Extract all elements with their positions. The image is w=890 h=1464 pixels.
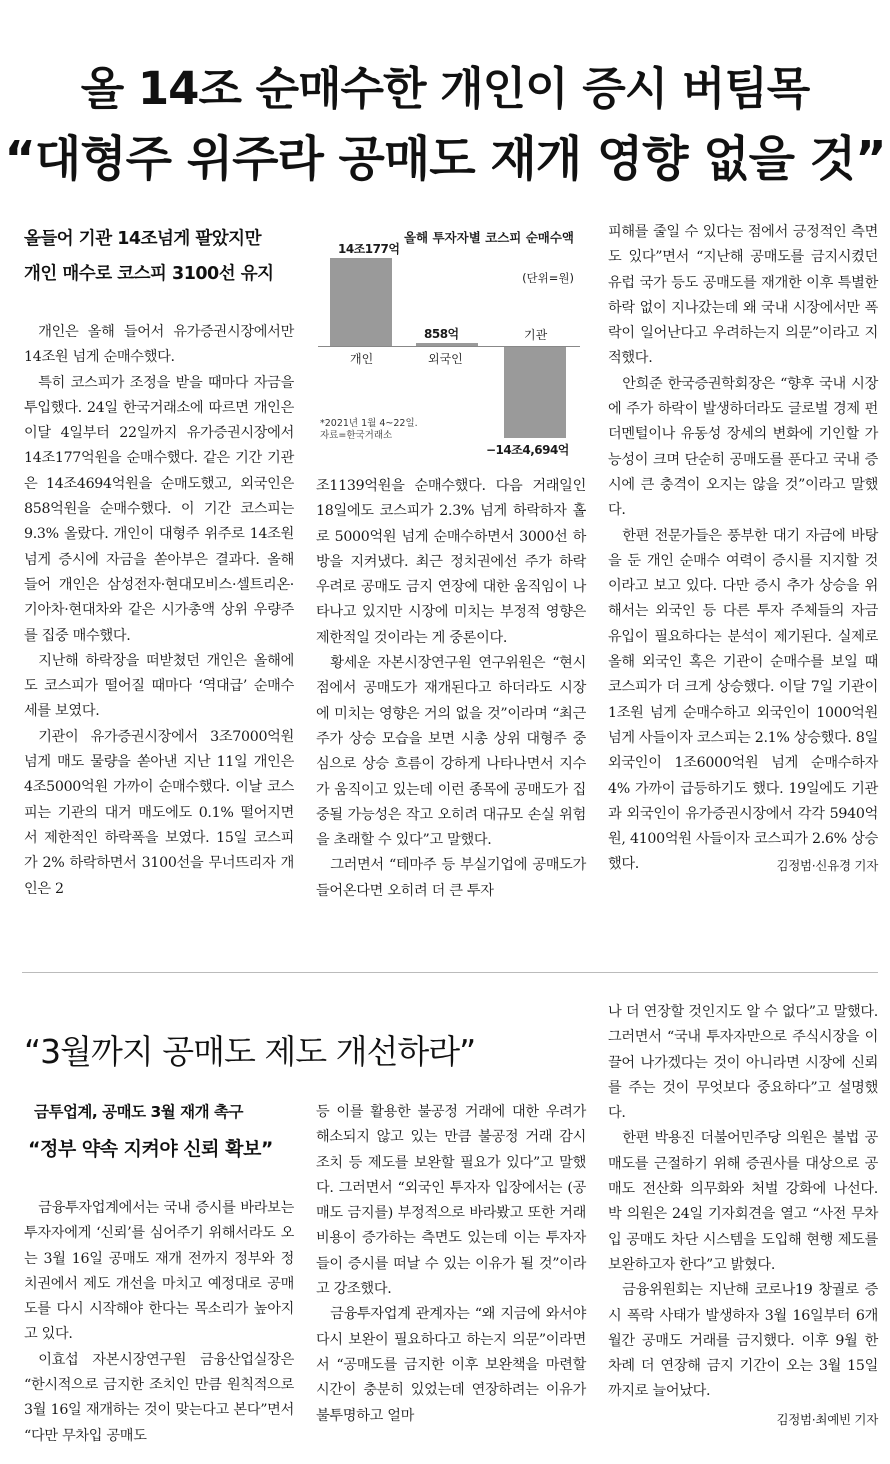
paragraph: 기관이 유가증권시장에서 3조7000억원 넘게 매도 물량을 쏟아낸 지난 11일 개인은 4조5000억원 가까이 순매수했다. 이날 코스피는 기관의 대거 매도에도 0.1% 떨어지면서 제한적인 하락폭을 보였다. 15일 코스피가 2% 하락하면서 3100선을 무너뜨리자 개인은 2	[24, 728, 294, 897]
article1-column-3	[608, 220, 878, 878]
article1-column-1	[24, 320, 294, 902]
chart-unit: (단위=원)	[522, 271, 574, 285]
paragraph: 개인은 올해 들어서 유가증권시장에서만 14조원 넘게 순매수했다.	[24, 324, 294, 366]
chart-value-label: 14조177억	[338, 242, 400, 256]
paragraph: 등 이를 활용한 불공정 거래에 대한 우려가 해소되지 않고 있는 만큼 불공정 거래 감시 조치 등 제도를 보완할 필요가 있다”고 말했다. 그러면서 “외국인 투자자 입장에서는 (공매도 금지를) 부정적으로 바라봤고 또한 거래비용이 증가하는 측면도 있는데 이는 투자자들이 증시를 떠날 수 있는 이유가 될 것”이라고 강조했다.	[316, 1104, 586, 1298]
chart-note-line: *2021년 1월 4~22일.	[320, 418, 418, 429]
chart-value-label: −14조4,694억	[486, 442, 569, 457]
article1-column-2	[316, 474, 586, 904]
paragraph: 조1139억원을 순매수했다. 다음 거래일인 18일에도 코스피가 2.3% 넘게 하락하자 홀로 5000억원 넘게 순매수하면서 3000선 하방을 지켜냈다. 최근 정치권에선 주가 하락 우려로 공매도 금지 연장에 대한 움직임이 나타나고 있지만 시장에 미치는 부정적 영향은 제한적일 것이라는 게 중론이다.	[316, 478, 586, 646]
chart-category-label: 개인	[350, 352, 374, 366]
paragraph: 황세운 자본시장연구원 연구위원은 “현시점에서 공매도가 재개된다고 하더라도 시장에 미치는 영향은 거의 없을 것”이라며 “최근 주가 상승 모습을 보면 시총 상위 대형주 중심으로 상승 흐름이 강하게 나타나면서 지수가 움직이고 있는데 이런 종목에 공매도가 집중될 가능성은 작고 오히려 대규모 손실 위험을 초래할 수 있다”고 말했다.	[316, 655, 586, 849]
headline-main: 올 14조 순매수한 개인이 증시 버팀목	[80, 62, 810, 115]
chart-bar	[416, 343, 478, 346]
chart-value-label: 858억	[424, 327, 459, 341]
paragraph: 이효섭 자본시장연구원 금융산업실장은 “한시적으로 금지한 조치인 만큼 원칙적으로 3월 16일 재개하는 것이 맞는다고 본다”면서 “다만 무차입 공매도	[24, 1351, 294, 1444]
byline: 김정범·신유경 기자	[776, 857, 878, 873]
investor-net-buy-chart	[318, 222, 580, 462]
paragraph: 특히 코스피가 조정을 받을 때마다 자금을 투입했다. 24일 한국거래소에 따르면 개인은 이달 4일부터 22일까지 유가증권시장에서 14조177억원을 순매수했다. 같은 기간 기관은 14조4694억원을 순매도했고, 외국인은 858억원을 순매수했다. 이 기간 코스피는 9.3% 올랐다. 개인이 대형주 위주로 14조원 넘게 증시에 자금을 쏟아부은 결과다. 올해 들어 개인은 삼성전자·현대모비스·셀트리온·기아차·현대차와 같은 시가총액 상위 우량주를 집중 매수했다.	[24, 374, 294, 644]
paragraph: 한편 전문가들은 풍부한 대기 자금에 바탕을 둔 개인 순매수 여력이 증시를 지지할 것이라고 보고 있다. 다만 증시 추가 상승을 위해서는 외국인 등 다른 투자 주체들의 자금 유입이 필요하다는 분석이 제기된다. 실제로 올해 외국인 혹은 기관이 순매수를 보일 때 코스피가 더 크게 상승했다. 이달 7일 기관이 1조원 넘게 순매수하고 외국인이 1000억원 넘게 사들이자 코스피는 2.1% 상승했다. 8일 외국인이 1조6000억원 넘게 순매수하자 4% 가까이 급등하기도 했다. 19일에도 기관과 외국인이 유가증권시장에서 각각 5940억원, 4100억원 사들이자 코스피가 2.6% 상승했다.	[608, 527, 878, 873]
paragraph: 나 더 연장할 것인지도 알 수 없다”고 말했다. 그러면서 “국내 투자자만으로 주식시장을 이끌어 나가겠다는 것이 아니라면 시장에 신뢰를 주는 것이 무엇보다 중요하다”고 설명했다.	[608, 1004, 878, 1122]
article2-column-3	[608, 1000, 878, 1432]
chart-bar	[330, 258, 392, 346]
paragraph: 지난해 하락장을 떠받쳤던 개인은 올해에도 코스피가 떨어질 때마다 ‘역대급’ 순매수세를 보였다.	[24, 652, 294, 720]
paragraph: 그러면서 “테마주 등 부실기업에 공매도가 들어온다면 오히려 더 큰 투자	[316, 857, 586, 899]
headline-second-article: “3월까지 공매도 제도 개선하라”	[24, 1032, 476, 1071]
chart-source: 자료=한국거래소	[320, 430, 393, 441]
paragraph: 금융위원회는 지난해 코로나19 창궐로 증시 폭락 사태가 발생하자 3월 16일부터 6개월간 공매도 거래를 금지했다. 이후 9월 한 차례 더 연장해 금지 기간이 오는 3월 15일까지로 늘어났다.	[608, 1282, 878, 1400]
article2-column-1	[24, 1196, 294, 1449]
byline: 김정범·최예빈 기자	[776, 1411, 878, 1427]
paragraph: 안희준 한국증권학회장은 “향후 국내 시장에 주가 하락이 발생하더라도 글로벌 경제 펀더멘털이나 유동성 장세의 변화에 기인할 가능성이 크며 단순히 공매도를 푼다고 국내 증시에 큰 충격이 오지는 않을 것”이라고 말했다.	[608, 375, 878, 519]
chart-category-label: 외국인	[428, 352, 463, 366]
subhead-1: 올들어 기관 14조넘게 팔았지만	[24, 229, 261, 249]
chart-bar	[504, 347, 566, 438]
chart-title-line1: 올해 투자자별 코스피 순매수액	[403, 230, 574, 245]
chart-category-label: 기관	[524, 328, 548, 342]
headline-quote: “대형주 위주라 공매도 재개 영향 없을 것”	[4, 131, 886, 187]
subhead-2: 개인 매수로 코스피 3100선 유지	[24, 264, 274, 284]
paragraph: 금융투자업계 관계자는 “왜 지금에 와서야 다시 보완이 필요하다고 하는지 의문”이라면서 “공매도를 금지한 이후 보완책을 마련할 시간이 충분히 있었는데 연장하려는 이유가 불투명하고 얼마	[316, 1306, 586, 1424]
paragraph: 금융투자업계에서는 국내 증시를 바라보는 투자자에게 ‘신뢰’를 심어주기 위해서라도 오는 3월 16일 공매도 재개 전까지 정부와 정치권에서 제도 개선을 마치고 예정대로 공매도를 다시 시작해야 한다는 목소리가 높아지고 있다.	[24, 1200, 294, 1343]
subhead-2-2: “정부 약속 지켜야 신뢰 확보”	[28, 1138, 273, 1160]
paragraph: 한편 박용진 더불어민주당 의원은 불법 공매도를 근절하기 위해 증권사를 대상으로 공매도 전산화 의무화와 처벌 강화에 나선다. 박 의원은 24일 기자회견을 열고 “사전 무차입 공매도 차단 시스템을 도입해 현행 제도를 보완하고자 한다”고 밝혔다.	[608, 1130, 878, 1273]
chart-note	[320, 418, 418, 442]
subhead-2-1: 금투업계, 공매도 3월 재개 촉구	[34, 1103, 243, 1121]
section-divider	[22, 972, 878, 973]
paragraph: 피해를 줄일 수 있다는 점에서 긍정적인 측면도 있다”면서 “지난해 공매도를 금지시켰던 유럽 국가 등도 공매도를 재개한 이후 특별한 하락 없이 지나갔는데 왜 국내 시장에서만 폭락이 일어난다고 우려하는지 의문”이라고 지적했다.	[608, 224, 878, 367]
article2-column-2	[316, 1100, 586, 1429]
